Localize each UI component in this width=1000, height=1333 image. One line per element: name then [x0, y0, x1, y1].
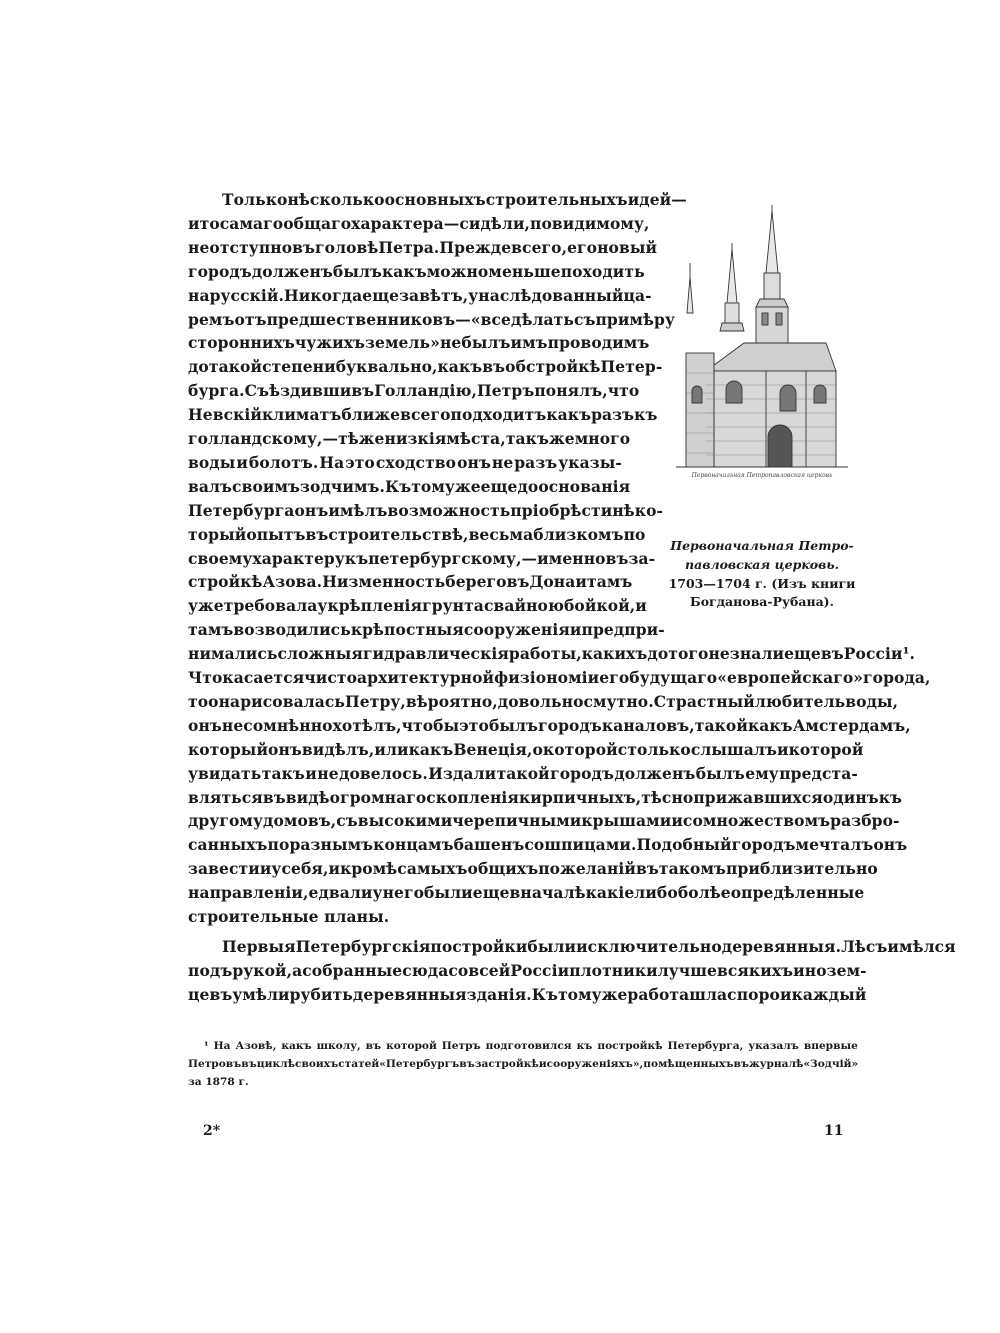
text-line: Первыя Петербургскія постройки были исключительно деревянныя. Лѣсъ имѣлся	[222, 936, 956, 956]
text-line: Что касается чисто архитектурной физіономіи его будущаго «европейскаго» города,	[188, 668, 931, 687]
text-line: направленіи, едва ли у него были еще вначалѣ какіе либо болѣе опредѣленные	[188, 883, 865, 903]
text-line: нимались сложныя гидравлическія работы, какихъ до того не знали еще въ Россіи ¹.	[188, 644, 916, 664]
text-line: санныхъ по разнымъ концамъ башенъ со шпицами. Подобный городъ мечталъ онъ	[188, 835, 908, 855]
caption-line-2: павловская церковь.	[685, 557, 839, 572]
text-line: уже требовала укрѣпленія грунта свайною бойкой, и	[188, 596, 647, 616]
text-line: подъ рукой, а собранные сюда со всей Россіи плотники лучше всякихъ инозем-	[188, 960, 867, 980]
text-line: городъ долженъ былъ какъ можно меньше походить	[188, 261, 645, 281]
text-line: ремъ отъ предшественниковъ—«все дѣлать съ примѣру	[188, 309, 675, 329]
caption-line-4: Богданова-Рубана).	[690, 594, 834, 609]
text-line: неотступно въ головѣ Петра. Прежде всего, его новый	[188, 237, 658, 257]
church-illustration	[676, 203, 848, 479]
text-line: на русскій. Никогда еще завѣтъ, унаслѣдованный ца-	[188, 285, 652, 305]
text-line: который онъ видѣлъ, или какъ Венеція, о которой столько слышалъ и которой	[188, 739, 864, 759]
text-line: тамъ возводились крѣпостныя сооруженія и предпри-	[188, 620, 665, 640]
text-line: своему характеру къ петербургскому,—именно въ за-	[188, 548, 656, 568]
text-line: голландскому,—тѣ же низкія мѣста, такъ же много	[188, 429, 631, 448]
text-line: Петербурга онъ имѣлъ возможность пріобрѣсти нѣко-	[188, 500, 664, 520]
page-number: 11	[824, 1123, 844, 1139]
text-line: воды и болотъ. На это сходство онъ не разъ указы-	[188, 452, 622, 472]
footnote-line-3: за 1878 г.	[188, 1076, 249, 1088]
text-line: завести и у себя, и кромѣ самыхъ общихъ пожеланій въ такомъ приблизительно	[188, 859, 878, 879]
text-line: и то самаго общаго характера—сидѣли, повидимому,	[188, 213, 650, 233]
text-line: то она рисовалась Петру, вѣроятно, довольно смутно. Страстный любитель воды,	[188, 691, 899, 711]
text-line: Только нѣсколько основныхъ строительныхъ идей—	[222, 190, 687, 209]
text-line: онъ несомнѣнно хотѣлъ, чтобы это былъ городъ каналовъ, такой какъ Амстердамъ,	[188, 715, 911, 735]
signature-mark: 2*	[203, 1123, 221, 1139]
text-line: вляться въ видѣ огромнаго скопленія кирпичныхъ, тѣсно прижавшихся одинъ къ	[188, 787, 903, 807]
footnote-line-2: Петровъ въ циклѣ своихъ статей «Петербургъ въ застройкѣ и сооруженіяхъ», помѣщенныхъ въ журналѣ «Зодчій»	[188, 1058, 859, 1070]
text-line: стройкѣ Азова. Низменность береговъ Дона и тамъ	[188, 572, 633, 592]
text-line: стороннихъ чужихъ земель» не былъ имъ проводимъ	[188, 333, 650, 353]
text-line: Невскій климатъ ближе всего подходитъ какъ разъ къ	[188, 405, 658, 425]
text-line: валъ своимъ зодчимъ. Къ тому же еще до основанія	[188, 476, 631, 496]
text-line: цевъ умѣли рубить деревянныя зданія. Къ тому же работа шла споро и каждый	[188, 984, 867, 1004]
footnote-line-1: ¹ На Азовѣ, какъ школу, въ которой Петръ подготовился къ постройкѣ Петербурга, указалъ впервые	[204, 1040, 858, 1052]
text-line: торый опытъ въ строительствѣ, весьма близкомъ по	[188, 524, 646, 544]
caption-line-1: Первоначальная Петро-	[670, 538, 854, 553]
text-line: до такой степени буквально, какъ въ обстройкѣ Петер-	[188, 357, 663, 377]
caption-line-3: 1703—1704 г. (Изъ книги	[668, 576, 856, 591]
text-line: увидать такъ и не довелось. Издали такой городъ долженъ былъ ему предста-	[188, 763, 858, 783]
illustration-inscription: Первоначальная Петропавловская церковь	[691, 472, 833, 479]
text-line: строительные планы.	[188, 907, 390, 926]
text-line: другому домовъ, съ высокими черепичными крышами и со множествомъ разбро-	[188, 811, 900, 831]
text-line: бурга. Съѣздивши въ Голландію, Петръ понялъ, что	[188, 381, 640, 401]
